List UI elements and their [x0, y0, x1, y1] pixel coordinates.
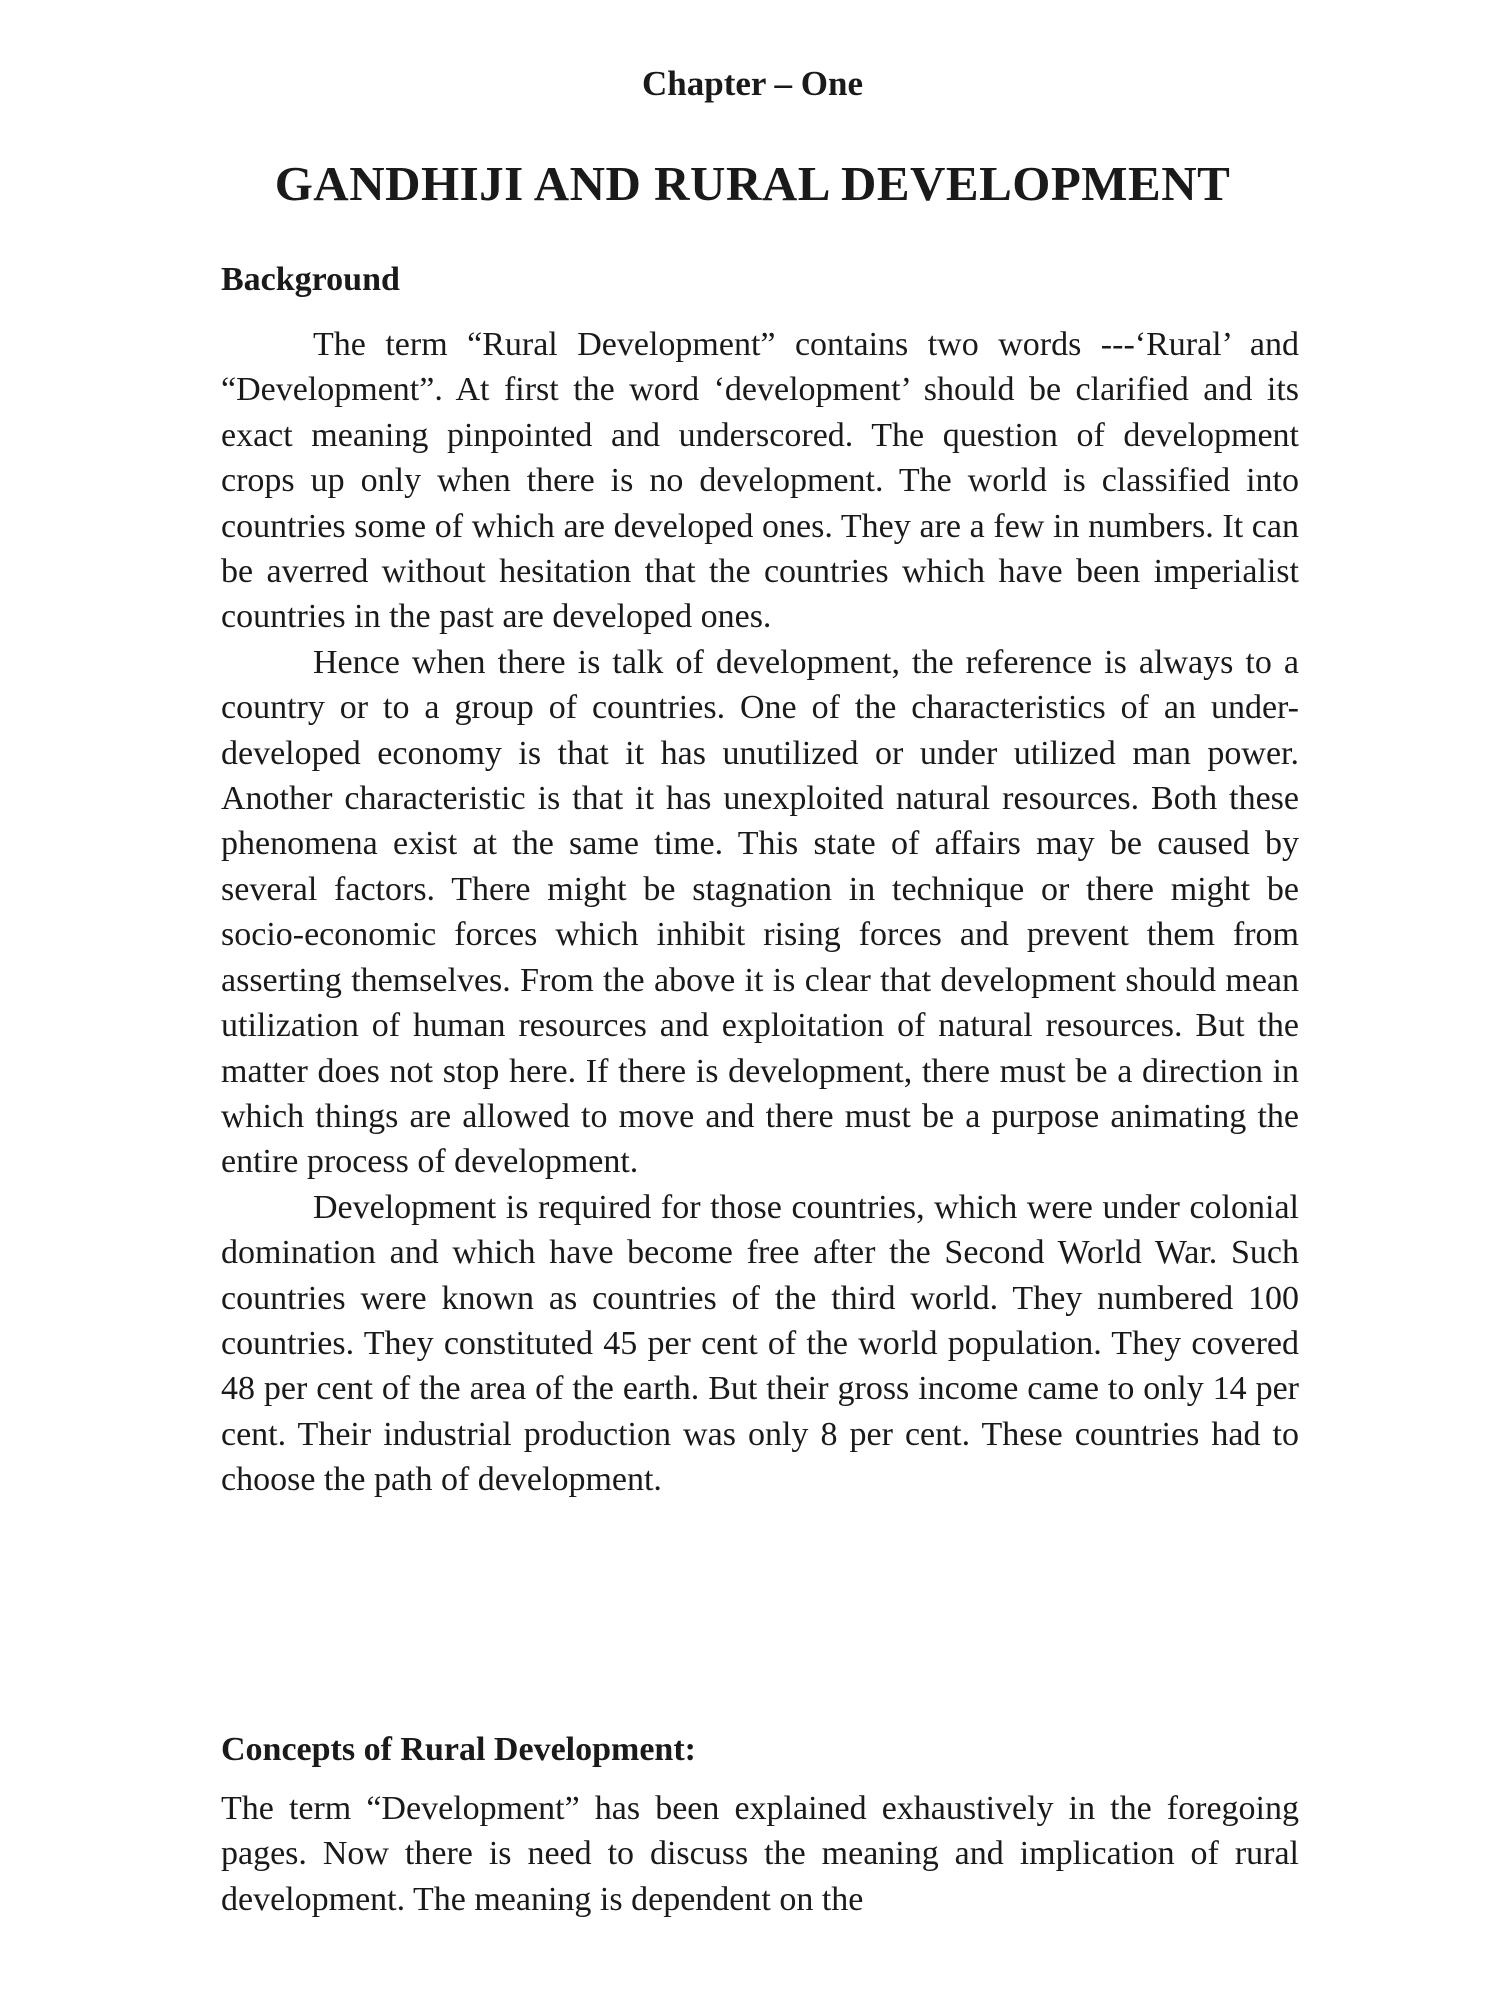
paragraph: The term “Rural Development” contains two words ---‘Rural’ and “Development”. At first the word ‘development’ should be clarified and its exact meaning pinpointed and underscored. The question of development crops up only when there is no development. The world is classified into countries some of which are developed ones. They are a few in numbers. It can be averred without hesitation that the countries which have been imperialist countries in the past are developed ones. [221, 326, 1299, 636]
paragraph: The term “Development” has been explained exhaustively in the foregoing pages. Now there is need to discuss the meaning and implication of rural development. The meaning is dependent on the [221, 1790, 1299, 1918]
paragraph: Development is required for those countries, which were under colonial domination and which have become free after the Second World War. Such countries were known as countries of the third world. They numbered 100 countries. They constituted 45 per cent of the world population. They covered 48 per cent of the area of the earth. But their gross income came to only 14 per cent. Their industrial production was only 8 per cent. These countries had to choose the path of development. [221, 1188, 1299, 1499]
chapter-title: GANDHIJI AND RURAL DEVELOPMENT [274, 156, 1231, 211]
section-heading-concepts: Concepts of Rural Development: [221, 1731, 696, 1768]
background-section-body [221, 322, 1299, 1503]
section-heading-background: Background [221, 261, 400, 298]
chapter-label: Chapter – One [641, 64, 864, 103]
paragraph: Hence when there is talk of development, the reference is always to a country or to a group of countries. One of the characteristics of an under-developed economy is that it has unutilized or under utilized man power. Another characteristic is that it has unexploited natural resources. Both these phenomena exist at the same time. This state of affairs may be caused by several factors. There might be stagnation in technique or there might be socio-economic forces which inhibit rising forces and prevent them from asserting themselves. From the above it is clear that development should mean utilization of human resources and exploitation of natural resources. But the matter does not stop here. If there is development, there must be a direction in which things are allowed to move and there must be a purpose animating the entire process of development. [221, 643, 1299, 1181]
concepts-section-body [221, 1786, 1299, 1922]
